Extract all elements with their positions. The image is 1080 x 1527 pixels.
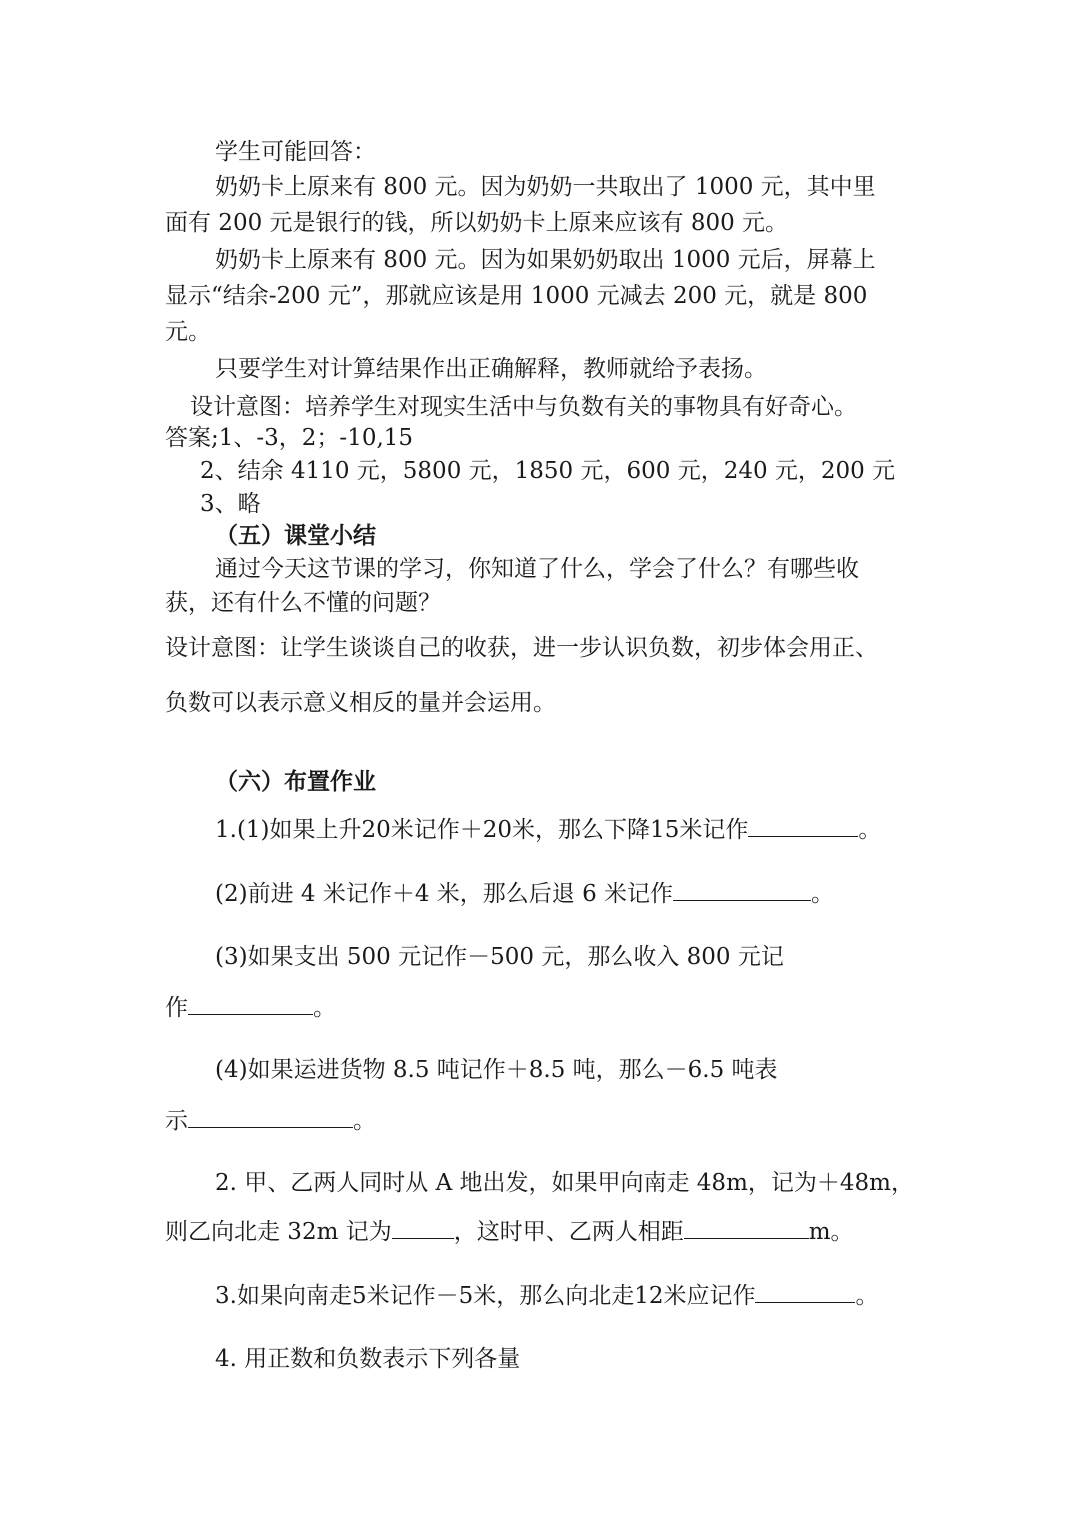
homework-item: (4)如果运进货物 8.5 吨记作＋8.5 吨，那么－6.5 吨表 bbox=[215, 1057, 778, 1083]
item-text: 3.如果向南走5米记作－5米，那么向北走12米应记作 bbox=[215, 1283, 756, 1309]
item-text: 。 bbox=[855, 1283, 879, 1309]
item-text: 1.(1)如果上升20米记作＋20米，那么下降15米记作 bbox=[215, 817, 749, 843]
answer-blank bbox=[748, 814, 858, 837]
item-text: 作 bbox=[165, 995, 188, 1021]
answer-blank bbox=[684, 1216, 809, 1239]
section-heading: （五）课堂小结 bbox=[215, 522, 376, 549]
answer-line: 3、略 bbox=[200, 491, 261, 517]
item-text: m。 bbox=[808, 1219, 854, 1245]
item-text: 。 bbox=[811, 881, 835, 907]
answer-blank bbox=[755, 1280, 855, 1303]
item-text: 。 bbox=[353, 1108, 376, 1134]
homework-item bbox=[165, 1215, 854, 1249]
homework-item: 4. 用正数和负数表示下列各量 bbox=[215, 1346, 521, 1372]
design-intent: 设计意图：培养学生对现实生活中与负数有关的事物具有好奇心。 bbox=[190, 394, 857, 420]
item-text: 示 bbox=[165, 1108, 188, 1134]
item-text: (2)前进 4 米记作＋4 米，那么后退 6 米记作 bbox=[215, 881, 674, 907]
homework-item bbox=[165, 1104, 376, 1138]
text-line: 显示“结余-200 元”，那就应该是用 1000 元减去 200 元，就是 800 bbox=[165, 283, 868, 309]
homework-item bbox=[165, 991, 336, 1025]
answer-blank bbox=[188, 992, 313, 1015]
answer-blank bbox=[673, 878, 811, 901]
homework-item: (3)如果支出 500 元记作－500 元，那么收入 800 元记 bbox=[215, 944, 784, 970]
item-text: 。 bbox=[858, 817, 882, 843]
answer-blank bbox=[392, 1216, 454, 1239]
text-line: 奶奶卡上原来有 800 元。因为如果奶奶取出 1000 元后，屏幕上 bbox=[215, 247, 876, 273]
text-line: 奶奶卡上原来有 800 元。因为奶奶一共取出了 1000 元，其中里 bbox=[215, 174, 876, 200]
text-line: 通过今天这节课的学习，你知道了什么，学会了什么？有哪些收 bbox=[215, 556, 859, 582]
text-line: 元。 bbox=[165, 319, 211, 345]
section-heading: （六）布置作业 bbox=[215, 768, 376, 795]
text-line: 学生可能回答： bbox=[215, 139, 376, 165]
text-line: 面有 200 元是银行的钱，所以奶奶卡上原来应该有 800 元。 bbox=[165, 210, 789, 236]
text-line: 负数可以表示意义相反的量并会运用。 bbox=[165, 690, 556, 716]
item-text: ，这时甲、乙两人相距 bbox=[453, 1219, 684, 1245]
answer-line: 答案;1、-3，2；-10,15 bbox=[165, 425, 414, 451]
item-text: 。 bbox=[313, 995, 336, 1021]
homework-item bbox=[215, 813, 881, 847]
item-text: 则乙向北走 32m 记为 bbox=[165, 1219, 392, 1245]
design-intent: 设计意图：让学生谈谈自己的收获，进一步认识负数，初步体会用正、 bbox=[165, 635, 878, 661]
homework-item bbox=[215, 877, 834, 911]
homework-item: 2. 甲、乙两人同时从 A 地出发，如果甲向南走 48m，记为＋48m， bbox=[215, 1170, 914, 1196]
answer-line: 2、结余 4110 元，5800 元，1850 元，600 元，240 元，200 元 bbox=[200, 458, 896, 484]
answer-blank bbox=[188, 1105, 353, 1128]
text-line: 获，还有什么不懂的问题？ bbox=[165, 590, 441, 616]
text-line: 只要学生对计算结果作出正确解释，教师就给予表扬。 bbox=[215, 356, 767, 382]
homework-item bbox=[215, 1279, 878, 1313]
